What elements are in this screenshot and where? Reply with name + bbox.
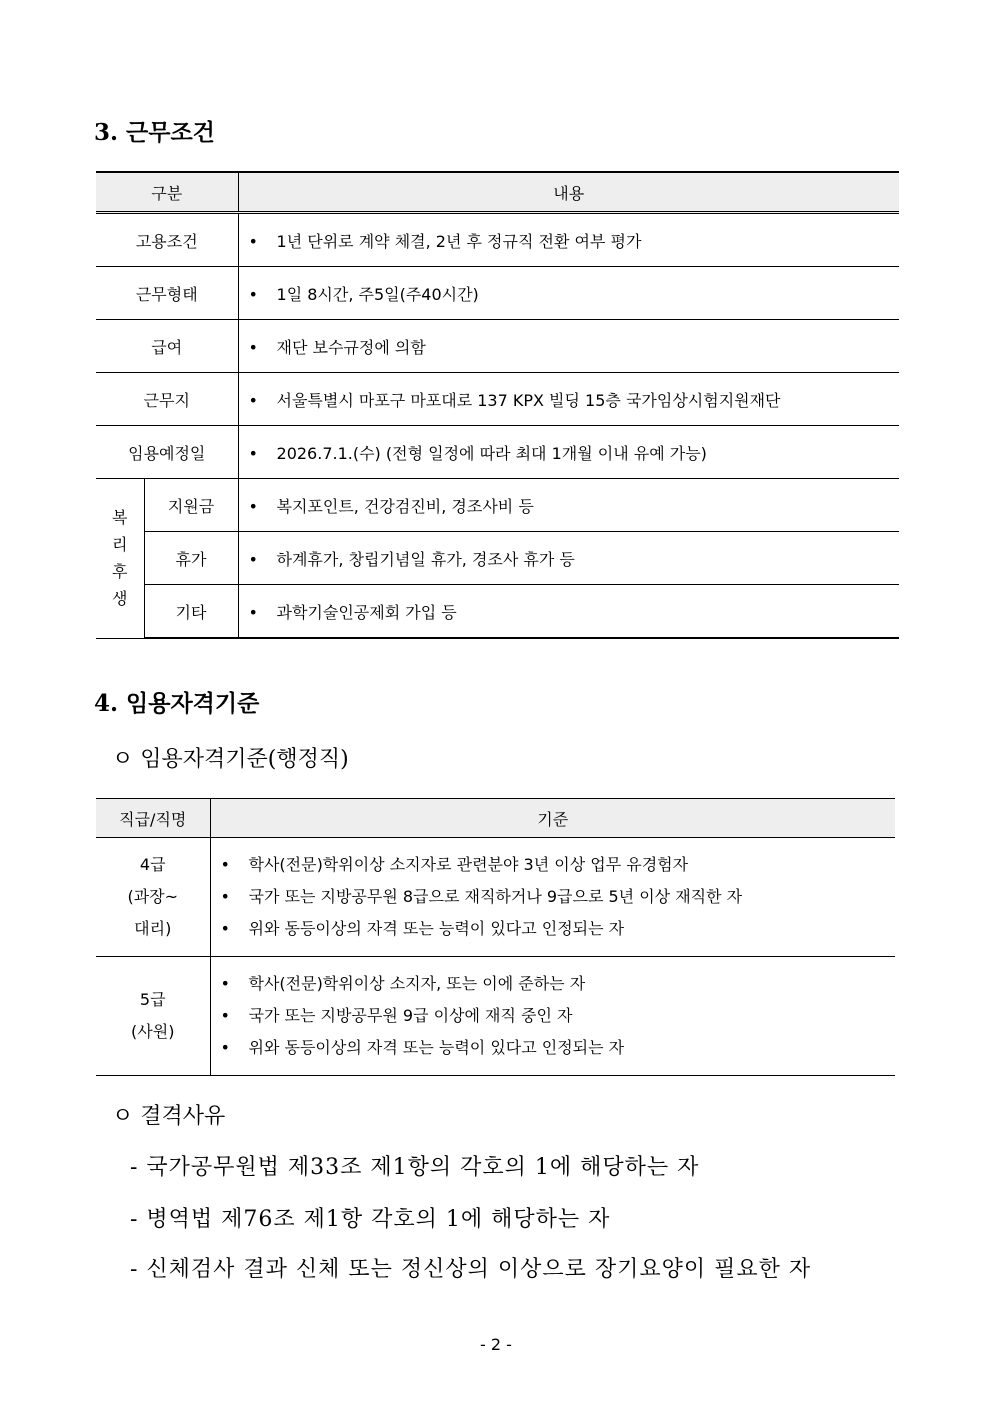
row-content: • 서울특별시 마포구 마포대로 137 KPX 빌딩 15층 국가임상시험지원재단 [238,373,899,426]
page-number: - 2 - [480,1335,512,1354]
row-content: • 과학기술인공제회 가입 등 [238,585,899,639]
row-content: • 복지포인트, 건강검진비, 경조사비 등 [238,479,899,532]
row-label: 임용예정일 [96,426,238,479]
criteria-cell [210,957,895,1076]
table-row [96,373,899,426]
disqualification-item: - 병역법 제76조 제1항 각호의 1에 해당하는 자 [130,1207,611,1232]
header-grade: 직급/직명 [96,799,210,838]
welfare-group-label [96,479,144,639]
table-row [96,585,899,639]
grade-cell [96,838,210,957]
grade-text: (과장~ [127,887,179,906]
welfare-char: 복 [112,508,128,528]
grade-text: 4급 [139,855,166,874]
grade-text: 5급 [139,990,166,1009]
table-row [96,479,899,532]
row-label: 근무형태 [96,267,238,320]
welfare-char: 생 [112,589,128,609]
criteria-item: • 국가 또는 지방공무원 9급 이상에 재직 중인 자 [221,1000,896,1032]
table-row [96,426,899,479]
grade-cell [96,957,210,1076]
row-label: 급여 [96,320,238,373]
header-category: 구분 [96,172,238,213]
table-row [96,267,899,320]
row-content: • 하계휴가, 창립기념일 휴가, 경조사 휴가 등 [238,532,899,585]
row-content: • 1년 단위로 계약 체결, 2년 후 정규직 전환 여부 평가 [238,213,899,267]
disqualification-item: - 신체검사 결과 신체 또는 정신상의 이상으로 장기요양이 필요한 자 [130,1257,812,1282]
criteria-item: • 위와 동등이상의 자격 또는 능력이 있다고 인정되는 자 [221,913,896,945]
criteria-item: • 위와 동등이상의 자격 또는 능력이 있다고 인정되는 자 [221,1032,896,1064]
welfare-char: 리 [112,535,128,555]
table-row [96,838,895,957]
row-label: 근무지 [96,373,238,426]
row-label: 지원금 [144,479,238,532]
welfare-char: 후 [112,562,128,582]
criteria-item: • 학사(전문)학위이상 소지자, 또는 이에 준하는 자 [221,968,896,1000]
header-criteria: 기준 [210,799,895,838]
qualification-table [96,798,895,1076]
grade-text: 대리) [134,919,172,938]
section-4-title: 4. 임용자격기준 [94,690,260,717]
table-row [96,213,899,267]
row-label: 기타 [144,585,238,639]
grade-text: (사원) [131,1022,175,1041]
row-content: • 2026.7.1.(수) (전형 일정에 따라 최대 1개월 이내 유예 가능) [238,426,899,479]
header-content: 내용 [238,172,899,213]
disqualification-item: - 국가공무원법 제33조 제1항의 각호의 1에 해당하는 자 [130,1155,700,1180]
section-3-title: 3. 근무조건 [94,119,215,146]
table-row [96,532,899,585]
work-conditions-table [96,171,899,639]
criteria-cell [210,838,895,957]
disqualification-subtitle: ㅇ 결격사유 [112,1104,226,1129]
criteria-item: • 학사(전문)학위이상 소지자로 관련분야 3년 이상 업무 유경험자 [221,849,896,881]
qualification-subtitle: ㅇ 임용자격기준(행정직) [112,747,349,772]
row-content: • 재단 보수규정에 의함 [238,320,899,373]
table-row [96,957,895,1076]
row-label: 휴가 [144,532,238,585]
row-content: • 1일 8시간, 주5일(주40시간) [238,267,899,320]
row-label: 고용조건 [96,213,238,267]
criteria-item: • 국가 또는 지방공무원 8급으로 재직하거나 9급으로 5년 이상 재직한 자 [221,881,896,913]
table-row [96,320,899,373]
